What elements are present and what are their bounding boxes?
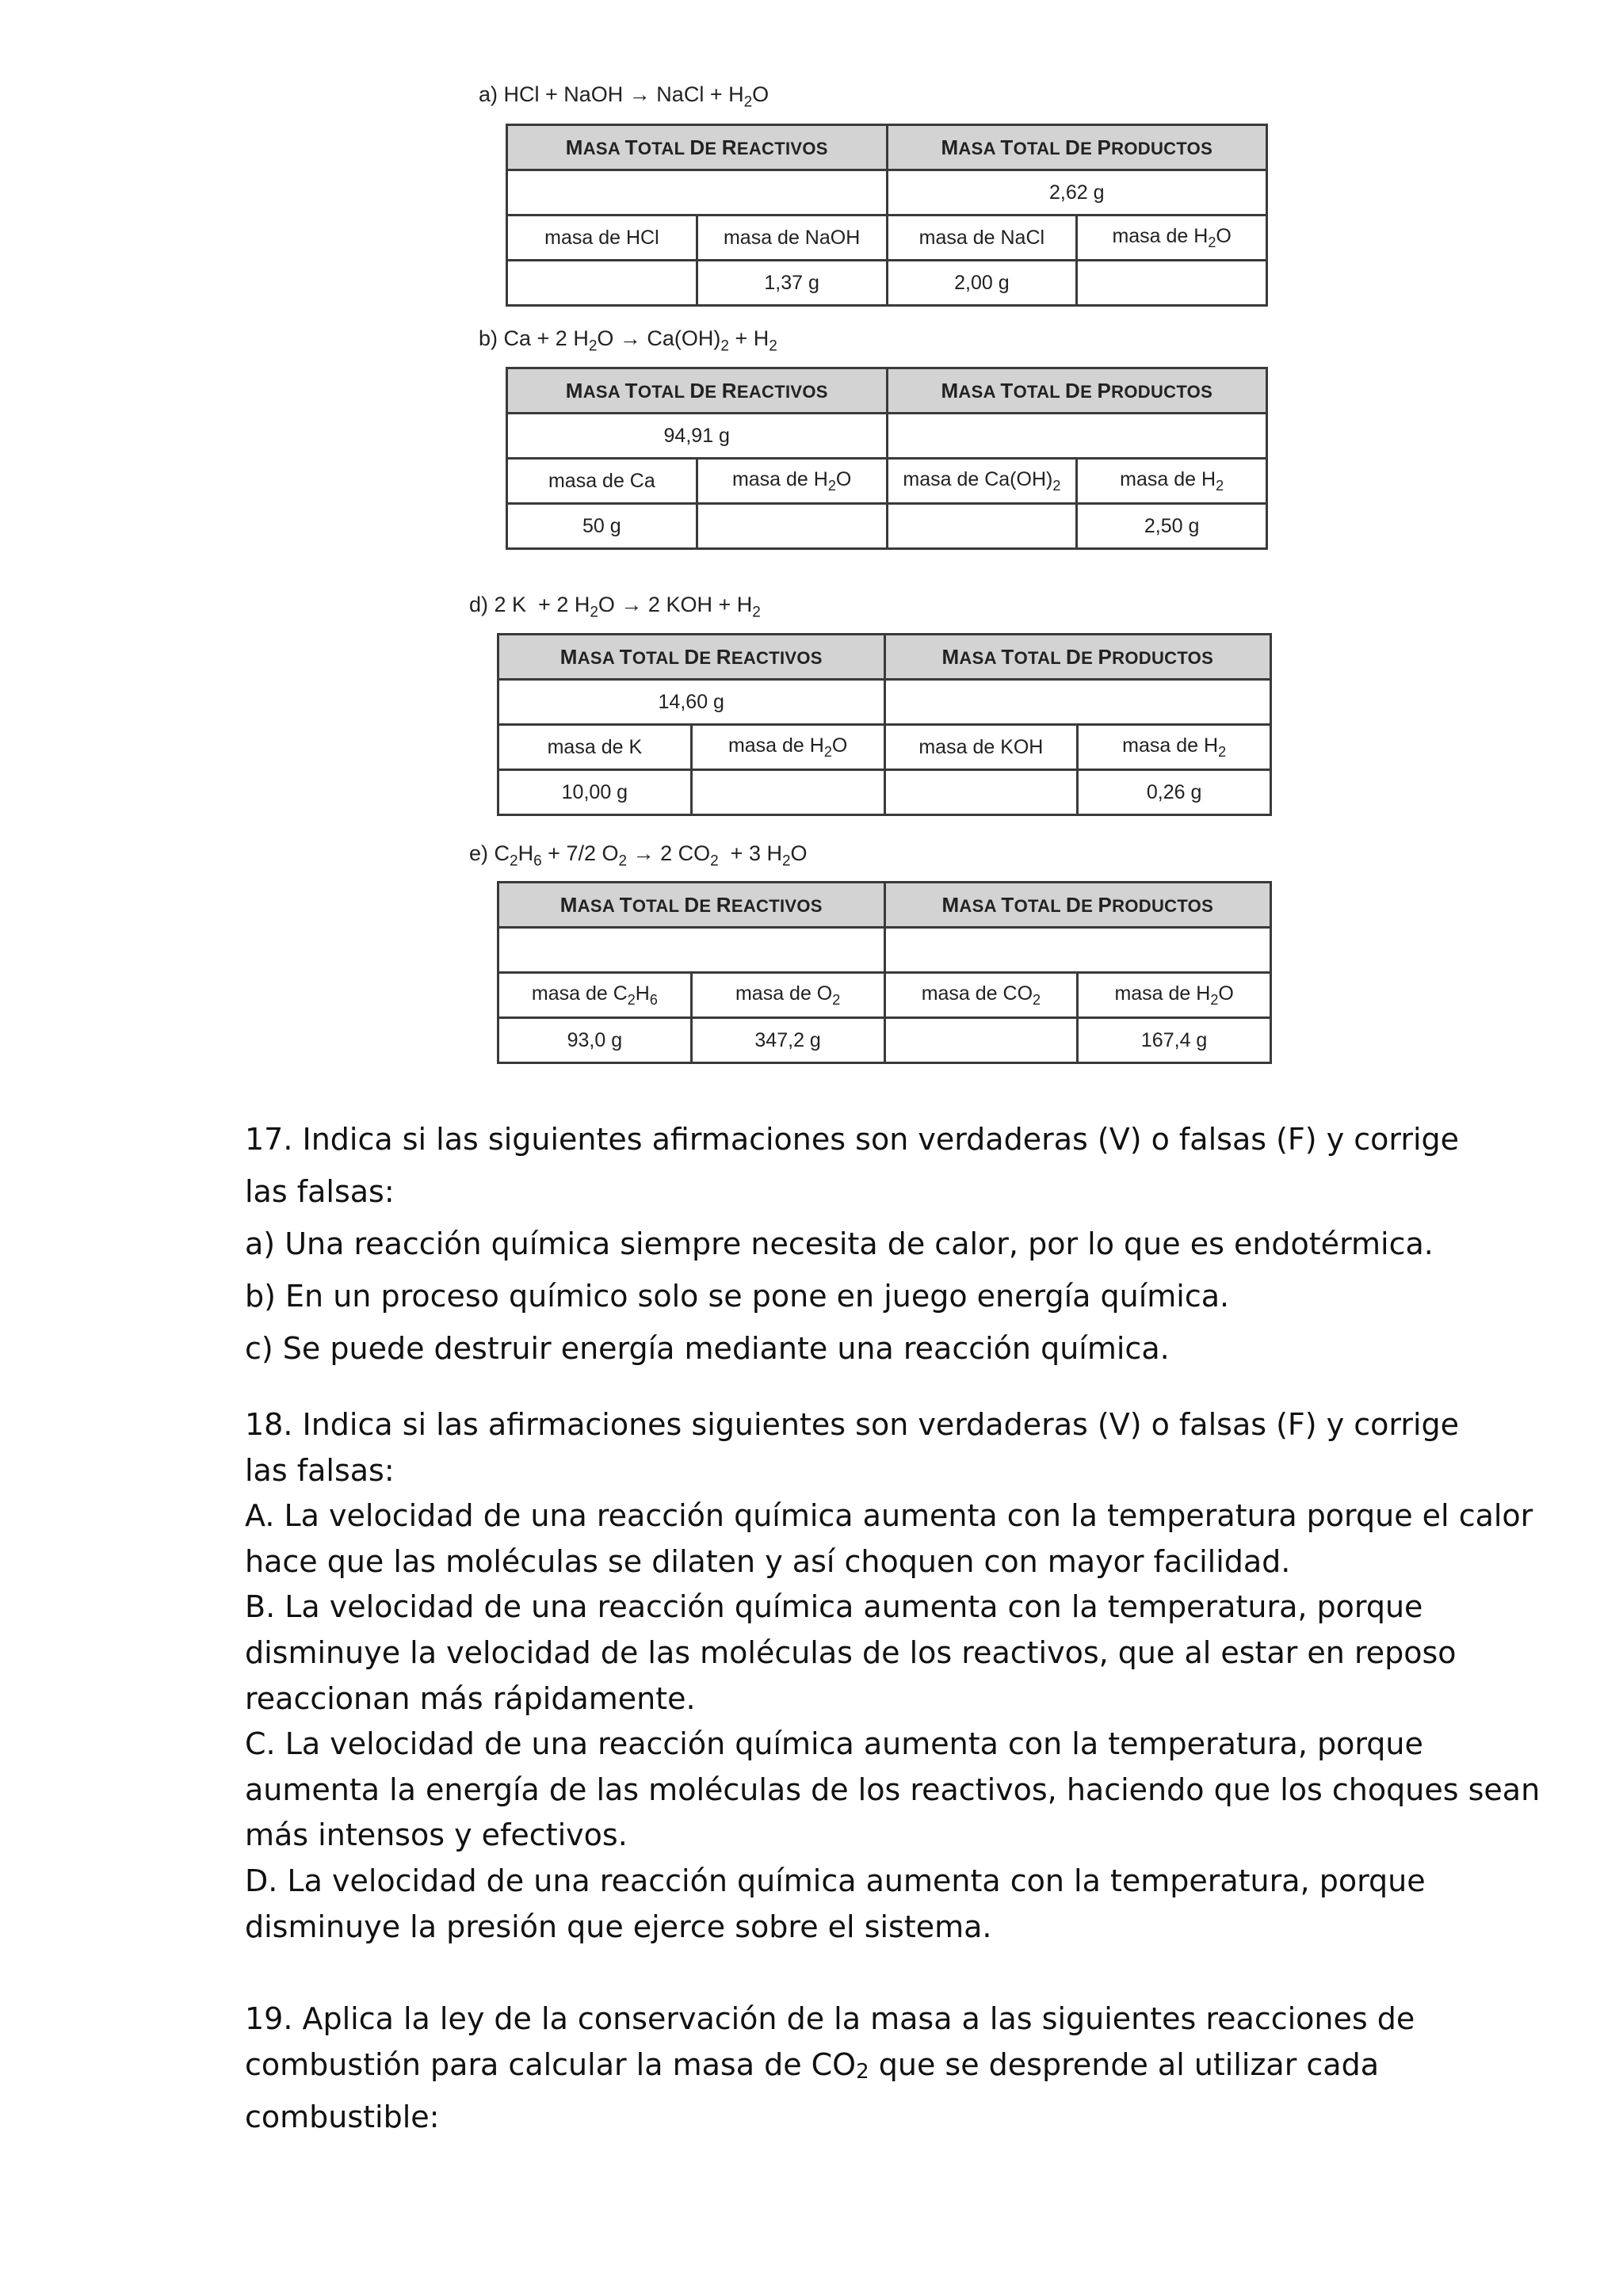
total-productos [884, 680, 1271, 725]
option-b: disminuye la velocidad de las moléculas de los reactivos, que al estar en reposo [245, 1634, 1457, 1670]
option-d: disminuye la presión que ejerce sobre el sistema. [245, 1909, 992, 1944]
value-cell [884, 770, 1078, 815]
option-c: aumenta la energía de las moléculas de los reactivos, haciendo que los choques sean [245, 1772, 1541, 1807]
total-reactivos [507, 170, 888, 215]
question-18 [245, 1402, 1545, 1950]
header-reactivos: MASA TOTAL DE REACTIVOS [507, 125, 888, 170]
header-reactivos: MASA TOTAL DE REACTIVOS [498, 883, 885, 928]
header-productos: MASA TOTAL DE PRODUCTOS [887, 368, 1267, 414]
col-label: masa de $H_2$ [1078, 725, 1271, 770]
option-d: D. La velocidad de una reacción química aumenta con la temperatura, porque [245, 1863, 1426, 1898]
option-c: C. La velocidad de una reacción química aumenta con la temperatura, porque [245, 1726, 1423, 1762]
question-text: 19. Aplica la ley de la conservación de la masa a las siguientes reacciones de [245, 2001, 1415, 2036]
col-label: masa de NaCl [887, 215, 1077, 261]
statement-a: a) Una reacción química siempre necesita de calor, por lo que es endotérmica. [245, 1226, 1434, 1261]
question-text: 17. Indica si las siguientes afirmaciones son verdaderas (V) o falsas (F) y corrige [245, 1122, 1460, 1157]
col-label: masa de HCl [507, 215, 697, 261]
col-label: masa de $O_2$ [691, 973, 884, 1018]
value-cell: 167,4 g [1078, 1018, 1271, 1063]
option-c: más intensos y efectivos. [245, 1817, 628, 1853]
col-label: masa de $C_2H_6$ [498, 973, 692, 1018]
total-productos: 2,62 g [887, 170, 1267, 215]
total-reactivos [498, 928, 885, 973]
question-text: las falsas: [245, 1452, 395, 1488]
option-a: A. La velocidad de una reacción química aumenta con la temperatura porque el calor [245, 1498, 1533, 1534]
col-label: masa de $H_2O$ [1078, 973, 1271, 1018]
value-cell [1077, 261, 1267, 306]
reaction-d-mass-table [497, 633, 1272, 816]
header-productos: MASA TOTAL DE PRODUCTOS [884, 635, 1271, 680]
value-cell [697, 504, 887, 549]
reaction-b-mass-table [506, 367, 1268, 550]
col-label: masa de KOH [884, 725, 1078, 770]
value-cell: 2,50 g [1077, 504, 1267, 549]
value-cell: 0,26 g [1078, 770, 1271, 815]
col-label: masa de NaOH [697, 215, 887, 261]
total-productos [887, 414, 1267, 459]
option-b: reaccionan más rápidamente. [245, 1680, 696, 1716]
value-cell [887, 504, 1077, 549]
question-17 [245, 1113, 1545, 1375]
value-cell [884, 1018, 1078, 1063]
header-reactivos: MASA TOTAL DE REACTIVOS [507, 368, 888, 414]
question-text: las falsas: [245, 1174, 395, 1209]
question-text: 18. Indica si las afirmaciones siguientes son verdaderas (V) o falsas (F) y corrige [245, 1407, 1460, 1442]
value-cell: 93,0 g [498, 1018, 692, 1063]
col-label: masa de $CO_2$ [884, 973, 1078, 1018]
value-cell: 2,00 g [887, 261, 1077, 306]
total-reactivos: 14,60 g [498, 680, 885, 725]
statement-c: c) Se puede destruir energía mediante una reacción química. [245, 1331, 1170, 1366]
value-cell: 1,37 g [697, 261, 887, 306]
option-a: hace que las moléculas se dilaten y así choquen con mayor facilidad. [245, 1543, 1291, 1579]
col-label: masa de $H_2O$ [697, 459, 887, 504]
col-label: masa de $Ca(OH)_2$ [887, 459, 1077, 504]
reaction-e-mass-table [497, 881, 1272, 1064]
header-reactivos: MASA TOTAL DE REACTIVOS [498, 635, 885, 680]
total-productos [884, 928, 1271, 973]
header-productos: MASA TOTAL DE PRODUCTOS [884, 883, 1271, 928]
reaction-a-mass-table [506, 124, 1268, 307]
question-text: combustión para calcular la masa de $CO_2$ que se desprende al utilizar cada [245, 2046, 1380, 2084]
statement-b: b) En un proceso químico solo se pone en juego energía química. [245, 1279, 1230, 1314]
total-reactivos: 94,91 g [507, 414, 888, 459]
col-label: masa de $H_2$ [1077, 459, 1267, 504]
question-19 [245, 1997, 1545, 2141]
value-cell [507, 261, 697, 306]
header-productos: MASA TOTAL DE PRODUCTOS [887, 125, 1267, 170]
col-label: masa de Ca [507, 459, 697, 504]
option-b: B. La velocidad de una reacción química aumenta con la temperatura, porque [245, 1589, 1423, 1625]
question-text: combustible: [245, 2100, 440, 2135]
value-cell: 10,00 g [498, 770, 692, 815]
value-cell: 347,2 g [691, 1018, 884, 1063]
value-cell [691, 770, 884, 815]
value-cell: 50 g [507, 504, 697, 549]
col-label: masa de $H_2O$ [691, 725, 884, 770]
col-label: masa de $H_2O$ [1077, 215, 1267, 261]
col-label: masa de K [498, 725, 692, 770]
